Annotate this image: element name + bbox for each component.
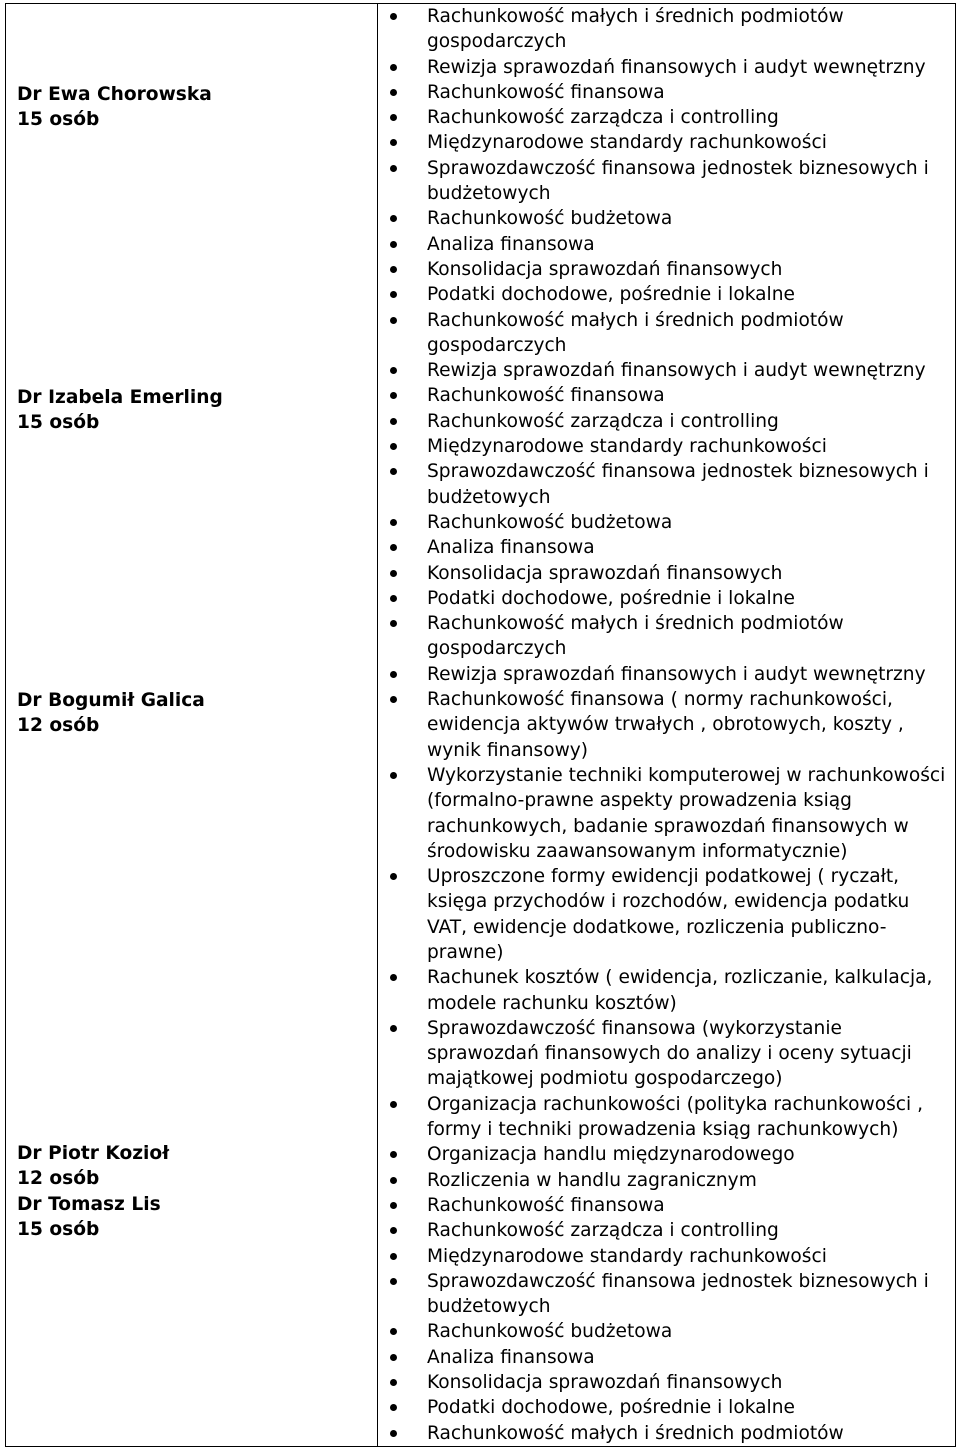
staff-count: 12 osób [17,1168,100,1190]
list-item: Międzynarodowe standardy rachunkowości [378,130,955,155]
staff-name: Dr Ewa Chorowska [17,84,212,105]
list-item: Podatki dochodowe, pośrednie i lokalne [378,282,955,307]
staff-column [6,4,378,1447]
list-item: Rachunkowość małych i średnich podmiotów [378,1421,955,1446]
staff-entry [17,1192,161,1243]
list-item: Konsolidacja sprawozdań finansowych [378,257,955,282]
list-item: Analiza finansowa [378,232,955,257]
staff-list [6,4,377,1438]
list-item: Międzynarodowe standardy rachunkowości [378,434,955,459]
list-item: Rachunkowość małych i średnich podmiotów gospodarczych [378,308,955,359]
list-item: Konsolidacja sprawozdań finansowych [378,1370,955,1395]
list-item: Rachunkowość finansowa ( normy rachunkowości, ewidencja aktywów trwałych , obrotowych, koszty , wynik finansowy) [378,687,955,763]
list-item: Wykorzystanie techniki komputerowej w rachunkowości (formalno-prawne aspekty prowadzenia ksiąg rachunkowych, badanie sprawozdań finansowych w środowisku zaawansowanym informatycznie) [378,763,955,864]
list-item: Rachunkowość finansowa [378,383,955,408]
list-item: Podatki dochodowe, pośrednie i lokalne [378,1395,955,1420]
list-item: Rachunkowość zarządcza i controlling [378,105,955,130]
list-item: Rozliczenia w handlu zagranicznym [378,1168,955,1193]
list-item: Rachunkowość budżetowa [378,1319,955,1344]
staff-entry [17,82,212,133]
list-item: Rewizja sprawozdań finansowych i audyt wewnętrzny [378,662,955,687]
staff-count: 15 osób [17,109,100,131]
staff-entry [17,1141,169,1192]
list-item: Rewizja sprawozdań finansowych i audyt wewnętrzny [378,358,955,383]
list-item: Sprawozdawczość finansowa jednostek biznesowych i budżetowych [378,1269,955,1320]
list-item: Uproszczone formy ewidencji podatkowej ( ryczałt, księga przychodów i rozchodów, ewidencja podatku VAT, ewidencje dodatkowe, rozliczenia publiczno-prawne) [378,864,955,965]
list-item: Rachunkowość zarządcza i controlling [378,1218,955,1243]
staff-name: Dr Piotr Kozioł [17,1143,170,1164]
list-item: Analiza finansowa [378,535,955,560]
list-item: Organizacja handlu międzynarodowego [378,1142,955,1167]
list-item: Rachunkowość zarządcza i controlling [378,409,955,434]
subjects-list [378,4,955,1446]
list-item: Rachunkowość małych i średnich podmiotów gospodarczych [378,611,955,662]
list-item: Rachunkowość budżetowa [378,510,955,535]
list-item: Sprawozdawczość finansowa (wykorzystanie sprawozdań finansowych do analizy i oceny sytuacji majątkowej podmiotu gospodarczego) [378,1016,955,1092]
staff-name: Dr Bogumił Galica [17,690,205,711]
staff-entry [17,688,205,739]
staff-count: 15 osób [17,412,100,434]
list-item: Analiza finansowa [378,1345,955,1370]
list-item: Rewizja sprawozdań finansowych i audyt wewnętrzny [378,55,955,80]
subjects-column [378,4,956,1447]
list-item: Międzynarodowe standardy rachunkowości [378,1244,955,1269]
list-item: Sprawozdawczość finansowa jednostek biznesowych i budżetowych [378,156,955,207]
staff-name: Dr Tomasz Lis [17,1194,161,1215]
staff-count: 12 osób [17,715,100,737]
list-item: Rachunkowość budżetowa [378,206,955,231]
staff-subjects-table [5,3,956,1447]
list-item: Rachunek kosztów ( ewidencja, rozliczanie, kalkulacja, modele rachunku kosztów) [378,965,955,1016]
list-item: Sprawozdawczość finansowa jednostek biznesowych i budżetowych [378,459,955,510]
list-item: Rachunkowość finansowa [378,80,955,105]
list-item: Rachunkowość finansowa [378,1193,955,1218]
staff-name: Dr Izabela Emerling [17,387,223,408]
list-item: Podatki dochodowe, pośrednie i lokalne [378,586,955,611]
table-row [6,4,956,1447]
list-item: Rachunkowość małych i średnich podmiotów gospodarczych [378,4,955,55]
staff-count: 15 osób [17,1219,100,1241]
list-item: Organizacja rachunkowości (polityka rachunkowości , formy i techniki prowadzenia ksiąg rachunkowych) [378,1092,955,1143]
staff-entry [17,385,223,436]
list-item: Konsolidacja sprawozdań finansowych [378,561,955,586]
